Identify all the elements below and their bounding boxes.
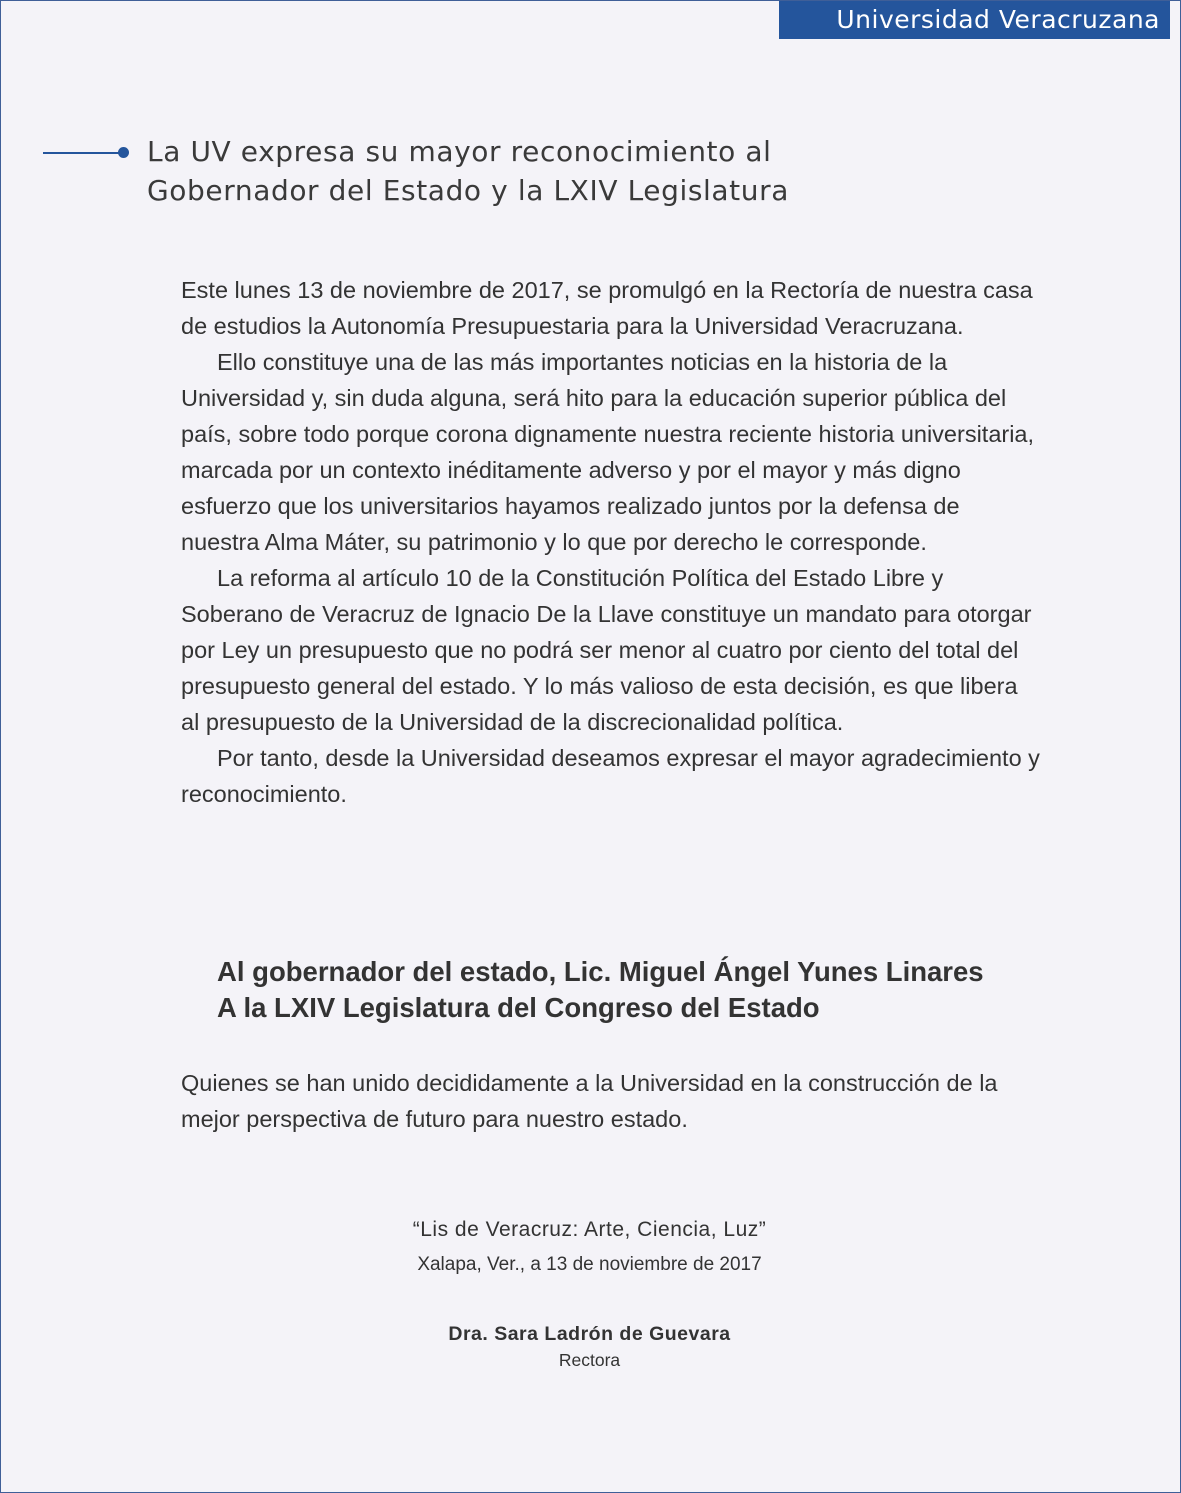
title-accent-line (43, 152, 121, 154)
institution-name: Universidad Veracruzana (836, 5, 1160, 34)
title-bullet-icon (118, 147, 129, 158)
body-paragraph-1: Este lunes 13 de noviembre de 2017, se promulgó en la Rectoría de nuestra casa de estudios la Autonomía Presupuestaria para la Universidad Veracruzana. (181, 277, 1033, 339)
page-title (147, 132, 1047, 210)
body-paragraph-2: Ello constituye una de las más importantes noticias en la historia de la Universidad y, sin duda alguna, será hito para la educación superior pública del país, sobre todo porque corona dignamente nuestra reciente historia universitaria, marcada por un contexto inéditamente adverso y por el mayor y más digno esfuerzo que los universitarios hayamos realizado juntos por la defensa de nuestra Alma Máter, su patrimonio y lo que por derecho le corresponde. (181, 349, 1035, 555)
recipient-governor: Al gobernador del estado, Lic. Miguel Ángel Yunes Linares (217, 956, 984, 987)
signer-name: Dra. Sara Ladrón de Guevara (448, 1323, 731, 1345)
body-paragraph-3: La reforma al artículo 10 de la Constitución Política del Estado Libre y Soberano de Veracruz de Ignacio De la Llave constituye un mandato para otorgar por Ley un presupuesto que no podrá ser menor al cuatro por ciento del total del presupuesto general del estado. Y lo más valioso de esta decisión, es que libera al presupuesto de la Universidad de la discrecionalidad política. (181, 565, 1032, 735)
institution-header-tab (779, 1, 1170, 39)
recipients-block (217, 954, 1117, 1026)
body-paragraph-4: Por tanto, desde la Universidad deseamos expresar el mayor agradecimiento y reconocimiento. (181, 745, 1040, 807)
closing-paragraph: Quienes se han unido decididamente a la Universidad en la construcción de la mejor perspectiva de futuro para nuestro estado. (181, 1070, 998, 1132)
place-and-date: Xalapa, Ver., a 13 de noviembre de 2017 (417, 1254, 762, 1275)
announcement-body (181, 272, 1041, 812)
title-line-2: Gobernador del Estado y la LXIV Legislatura (147, 174, 789, 207)
title-line-1: La UV expresa su mayor reconocimiento al (147, 135, 772, 168)
recipient-legislature: A la LXIV Legislatura del Congreso del Estado (217, 992, 820, 1023)
university-motto: “Lis de Veracruz: Arte, Ciencia, Luz” (412, 1218, 767, 1241)
signer-role: Rectora (558, 1350, 621, 1370)
